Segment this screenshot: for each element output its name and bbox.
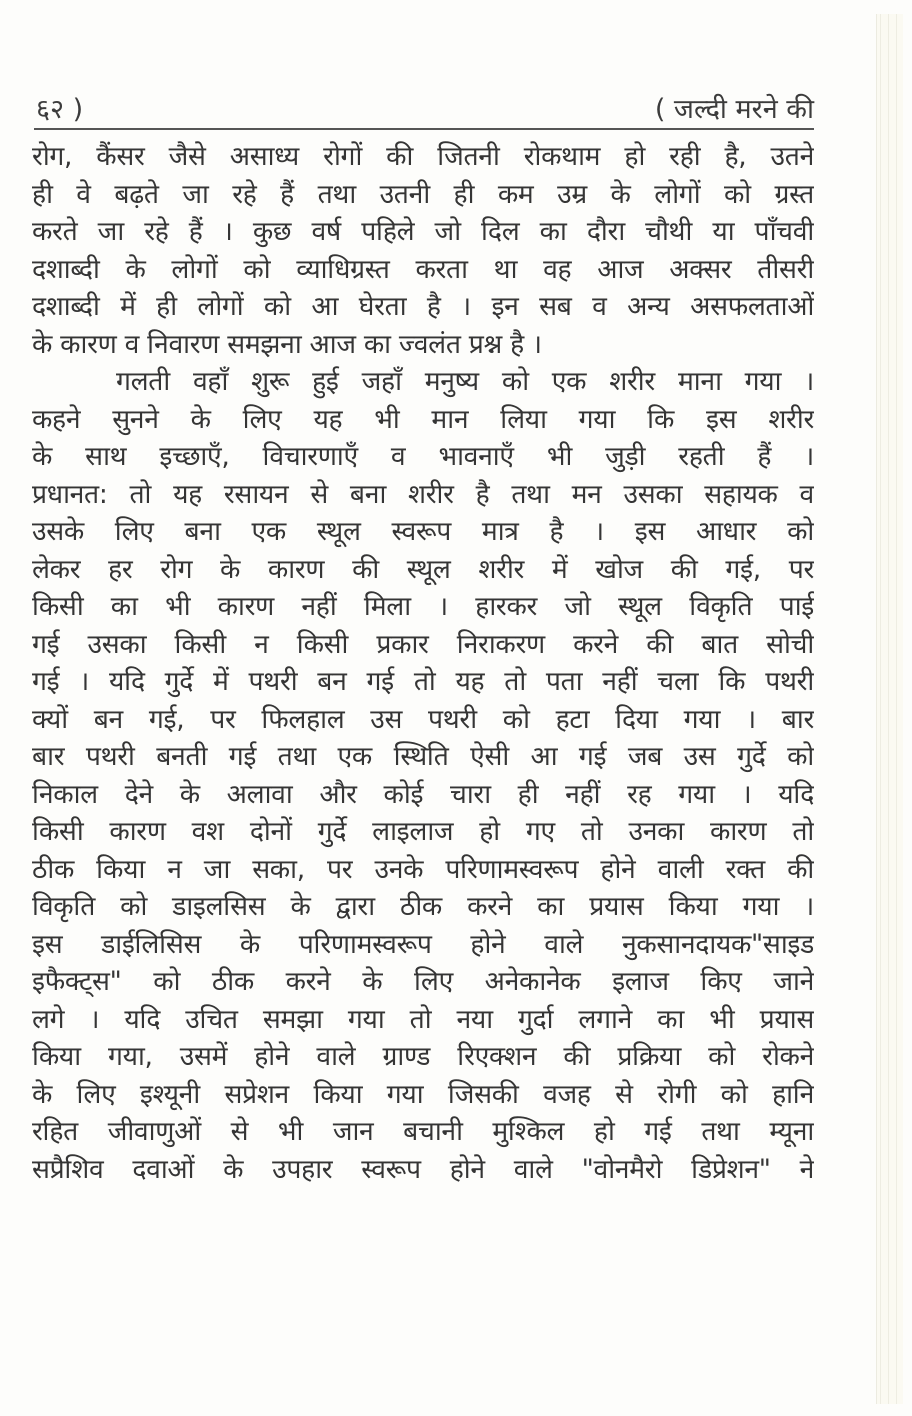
text-line: के साथ इच्छाएँ, विचारणाएँ व भावनाएँ भी जुड़ी रहती हैं । — [32, 441, 814, 472]
text-line: रहित जीवाणुओं से भी जान बचानी मुश्किल हो गई तथा म्यूना — [32, 1116, 814, 1147]
text-line: ठीक किया न जा सका, पर उनके परिणामस्वरूप होने वाली रक्त की — [32, 853, 814, 885]
text-line: उसके लिए बना एक स्थूल स्वरूप मात्र है । इस आधार को — [32, 516, 814, 547]
text-line: लेकर हर रोग के कारण की स्थूल शरीर में खोज की गई, पर — [32, 553, 814, 585]
text-line: क्यों बन गई, पर फिलहाल उस पथरी को हटा दिया गया । बार — [32, 703, 814, 735]
text-line: किसी कारण वश दोनों गुर्दे लाइलाज हो गए तो उनका कारण तो — [32, 816, 814, 847]
text-line: गई । यदि गुर्दे में पथरी बन गई तो यह तो पता नहीं चला कि पथरी — [32, 666, 814, 697]
text-line: प्रधानत: तो यह रसायन से बना शरीर है तथा मन उसका सहायक व — [32, 478, 814, 510]
text-line: कहने सुनने के लिए यह भी मान लिया गया कि इस शरीर — [32, 403, 814, 435]
text-line: बार पथरी बनती गई तथा एक स्थिति ऐसी आ गई जब उस गुर्दे को — [32, 741, 814, 772]
running-title: ( जल्दी मरने की — [654, 94, 814, 125]
page-edge-strip — [876, 14, 903, 1404]
header-rule — [34, 128, 814, 130]
text-line: दशाब्दी के लोगों को व्याधिग्रस्त करता था वह आज अक्सर तीसरी — [32, 253, 814, 285]
page-number: ६२ ) — [36, 94, 84, 125]
text-line: के कारण व निवारण समझना आज का ज्वलंत प्रश्न है । — [32, 328, 542, 360]
text-line: निकाल देने के अलावा और कोई चारा ही नहीं रह गया । यदि — [32, 778, 814, 810]
text-line: किया गया, उसमें होने वाले ग्राण्ड रिएक्शन की प्रक्रिया को रोकने — [32, 1041, 814, 1072]
text-line: गई उसका किसी न किसी प्रकार निराकरण करने की बात सोची — [32, 628, 814, 660]
text-line: किसी का भी कारण नहीं मिला । हारकर जो स्थूल विकृति पाई — [32, 591, 814, 622]
paragraph-1 — [32, 138, 814, 363]
text-line: के लिए इश्यूनी सप्रेशन किया गया जिसकी वजह से रोगी को हानि — [32, 1078, 814, 1110]
text-line: लगे । यदि उचित समझा गया तो नया गुर्दा लगाने का भी प्रयास — [32, 1003, 814, 1035]
text-line: इस डाईलिसिस के परिणामस्वरूप होने वाले नुकसानदायक"साइड — [32, 928, 814, 960]
text-line: इफैक्ट्स" को ठीक करने के लिए अनेकानेक इलाज किए जाने — [32, 966, 814, 997]
paragraph-2 — [32, 363, 814, 1188]
text-line: गलती वहाँ शुरू हुई जहाँ मनुष्य को एक शरीर माना गया । — [116, 366, 814, 397]
body-text — [32, 138, 814, 1188]
text-line: दशाब्दी में ही लोगों को आ घेरता है । इन सब व अन्य असफलताओं — [32, 291, 814, 322]
text-line: सप्रैशिव दवाओं के उपहार स्वरूप होने वाले "वोनमैरो डिप्रेशन" ने — [32, 1153, 814, 1185]
text-line: करते जा रहे हैं । कुछ वर्ष पहिले जो दिल का दौरा चौथी या पाँचवी — [32, 216, 814, 247]
text-line: रोग, कैंसर जैसे असाध्य रोगों की जितनी रोकथाम हो रही है, उतने — [32, 141, 814, 172]
text-line: ही वे बढ़ते जा रहे हैं तथा उतनी ही कम उम्र के लोगों को ग्रस्त — [32, 178, 814, 210]
text-line: विकृति को डाइलसिस के द्वारा ठीक करने का प्रयास किया गया । — [32, 891, 814, 922]
page-header — [32, 92, 814, 132]
